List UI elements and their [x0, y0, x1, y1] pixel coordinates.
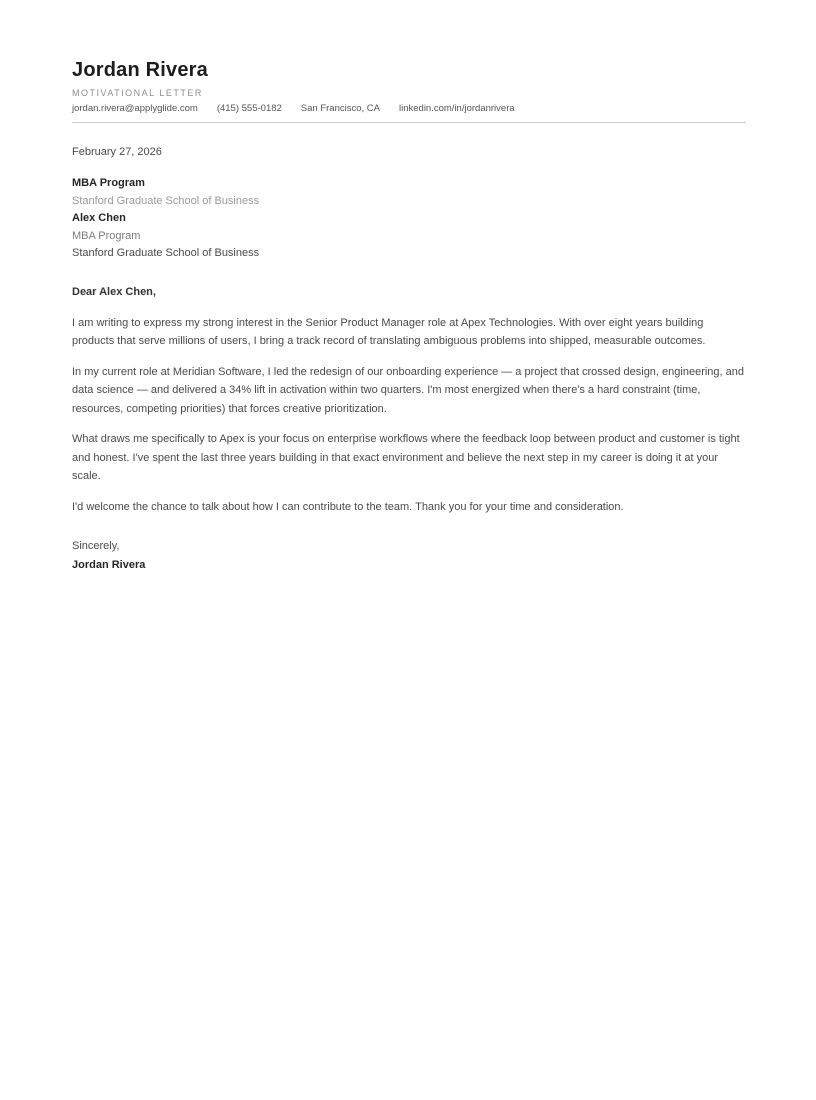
salutation: Dear Alex Chen, [72, 285, 156, 298]
paragraph-call-to-action: I'd welcome the chance to talk about how I can contribute to the team. Thank you for your time and consideration. [72, 500, 624, 513]
paragraph-experience: In my current role at Meridian Software, I led the redesign of our onboarding experience — a project that crossed design, engineering, and data science — and delivered a 34% lift in activation within two quarters. I'm most energized when there's a hard constraint (time, resources, competing priorities) that forces creative prioritization. [72, 365, 744, 415]
header-divider [72, 122, 746, 123]
contact-row [72, 102, 746, 115]
letter-header [72, 57, 746, 123]
contact-email: jordan.rivera@applyglide.com [72, 103, 198, 114]
recipient-contact-school: Stanford Graduate School of Business [72, 247, 260, 259]
recipient-school: Stanford Graduate School of Business [72, 194, 260, 207]
paragraph-motivation: What draws me specifically to Apex is your focus on enterprise workflows where the feedback loop between product and customer is tight and honest. I've spent the last three years building in that exact environment and believe the next step in my career is doing it at your scale. [72, 433, 740, 482]
recipient-contact-name: Alex Chen [72, 212, 126, 224]
contact-phone: (415) 555-0182 [216, 103, 282, 114]
signature-name: Jordan Rivera [72, 558, 146, 571]
sender-name: Jordan Rivera [72, 59, 208, 81]
contact-linkedin: linkedin.com/in/jordanrivera [399, 103, 515, 114]
recipient-contact-program: MBA Program [72, 229, 141, 242]
recipient-program: MBA Program [72, 177, 145, 189]
letter-body [72, 143, 746, 574]
recipient-block [72, 175, 746, 263]
closing: Sincerely, [72, 540, 120, 552]
letter-date: February 27, 2026 [72, 146, 162, 158]
document-type-label: MOTIVATIONAL LETTER [72, 88, 203, 98]
contact-location: San Francisco, CA [300, 103, 380, 114]
paragraph-intro: I am writing to express my strong interest in the Senior Product Manager role at Apex Technologies. With over eight years building products that serve millions of users, I bring a track record of translating ambiguous problems into shipped, measurable outcomes. [72, 316, 706, 347]
